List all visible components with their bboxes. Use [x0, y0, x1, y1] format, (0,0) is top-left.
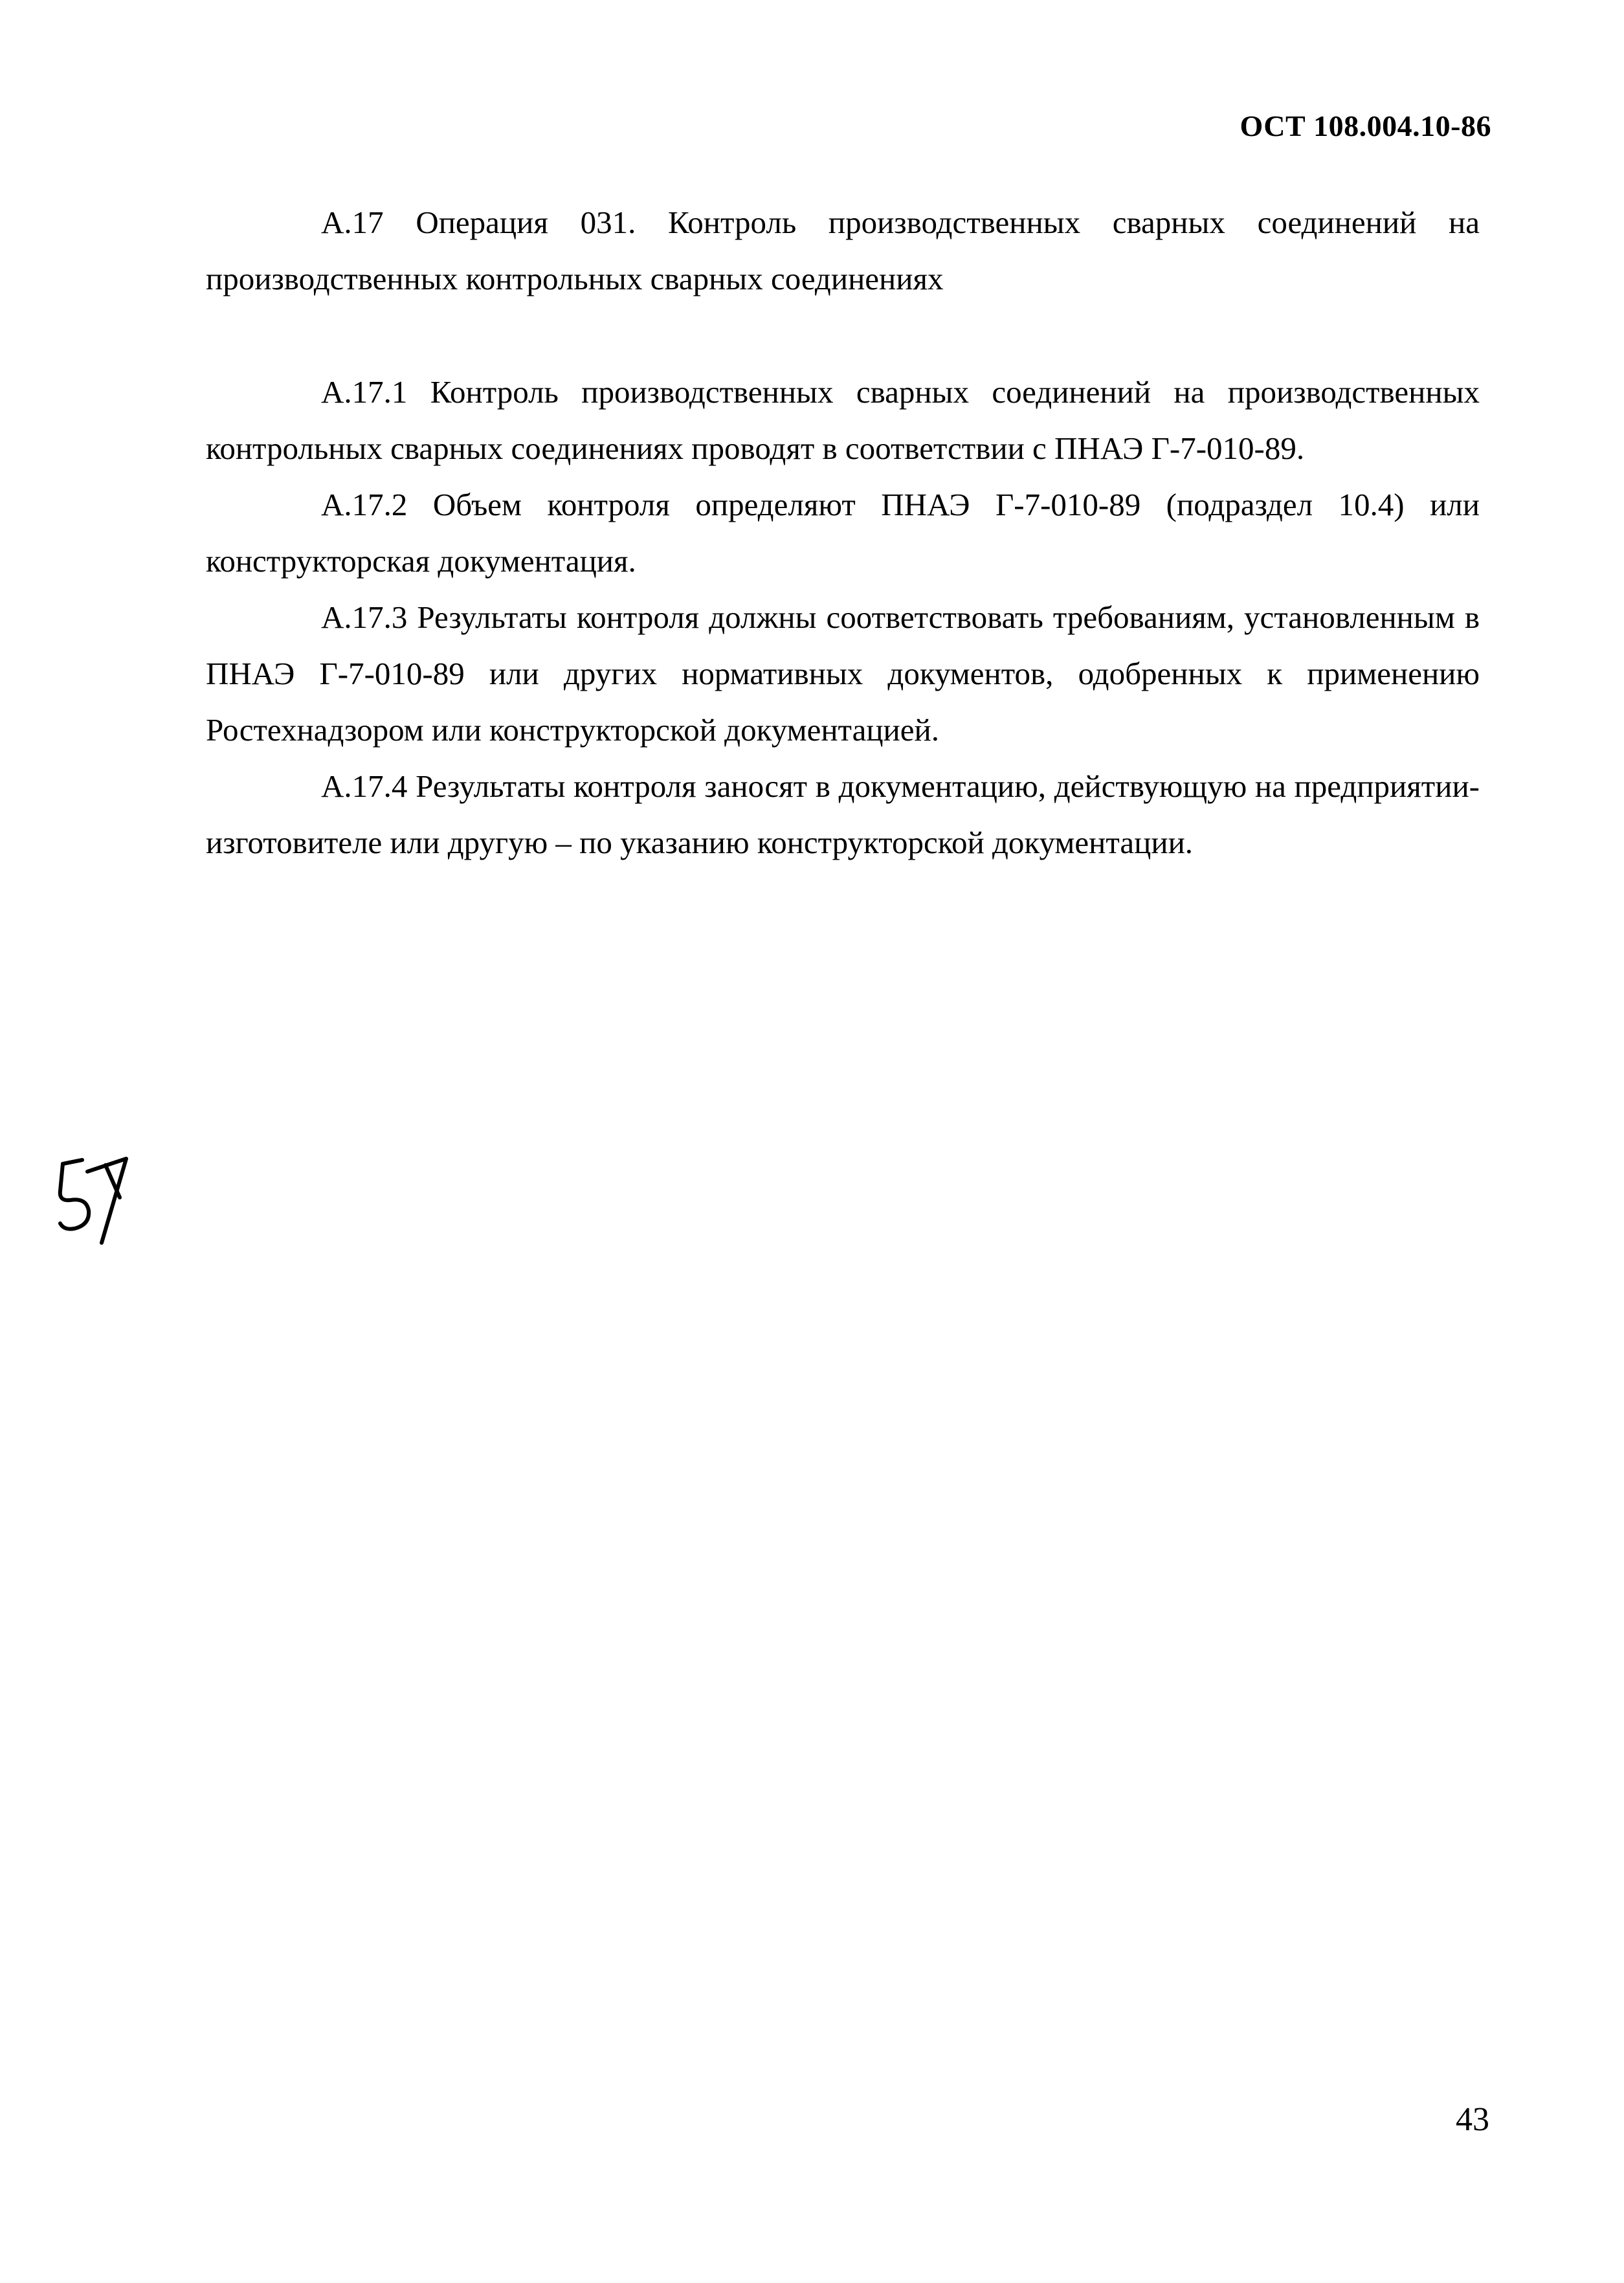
paragraph-a17-3: А.17.3 Результаты контроля должны соответствовать требованиям, установленным в ПНАЭ Г-7-010-89 или других нормативных документов, одобренных к применению Ростехнадзором или конструкторской документацией. [206, 599, 1480, 748]
paragraph-a17-1: А.17.1 Контроль производственных сварных соединений на производственных контрольных сварных соединениях проводят в соответствии с ПНАЭ Г-7-010-89. [206, 374, 1480, 466]
handwritten-margin-mark [49, 1146, 139, 1256]
section-heading: А.17 Операция 031. Контроль производственных сварных соединений на производственных контрольных сварных соединениях [206, 205, 1480, 296]
paragraph-a17-2: А.17.2 Объем контроля определяют ПНАЭ Г-7-010-89 (подраздел 10.4) или конструкторская документация. [206, 487, 1480, 579]
document-code: ОСТ 108.004.10-86 [1240, 109, 1491, 142]
page-number: 43 [1456, 2101, 1489, 2138]
document-body [206, 194, 1480, 871]
paragraph-a17-4: А.17.4 Результаты контроля заносят в документацию, действующую на предприятии-изготовителе или другую – по указанию конструкторской документации. [206, 768, 1480, 860]
